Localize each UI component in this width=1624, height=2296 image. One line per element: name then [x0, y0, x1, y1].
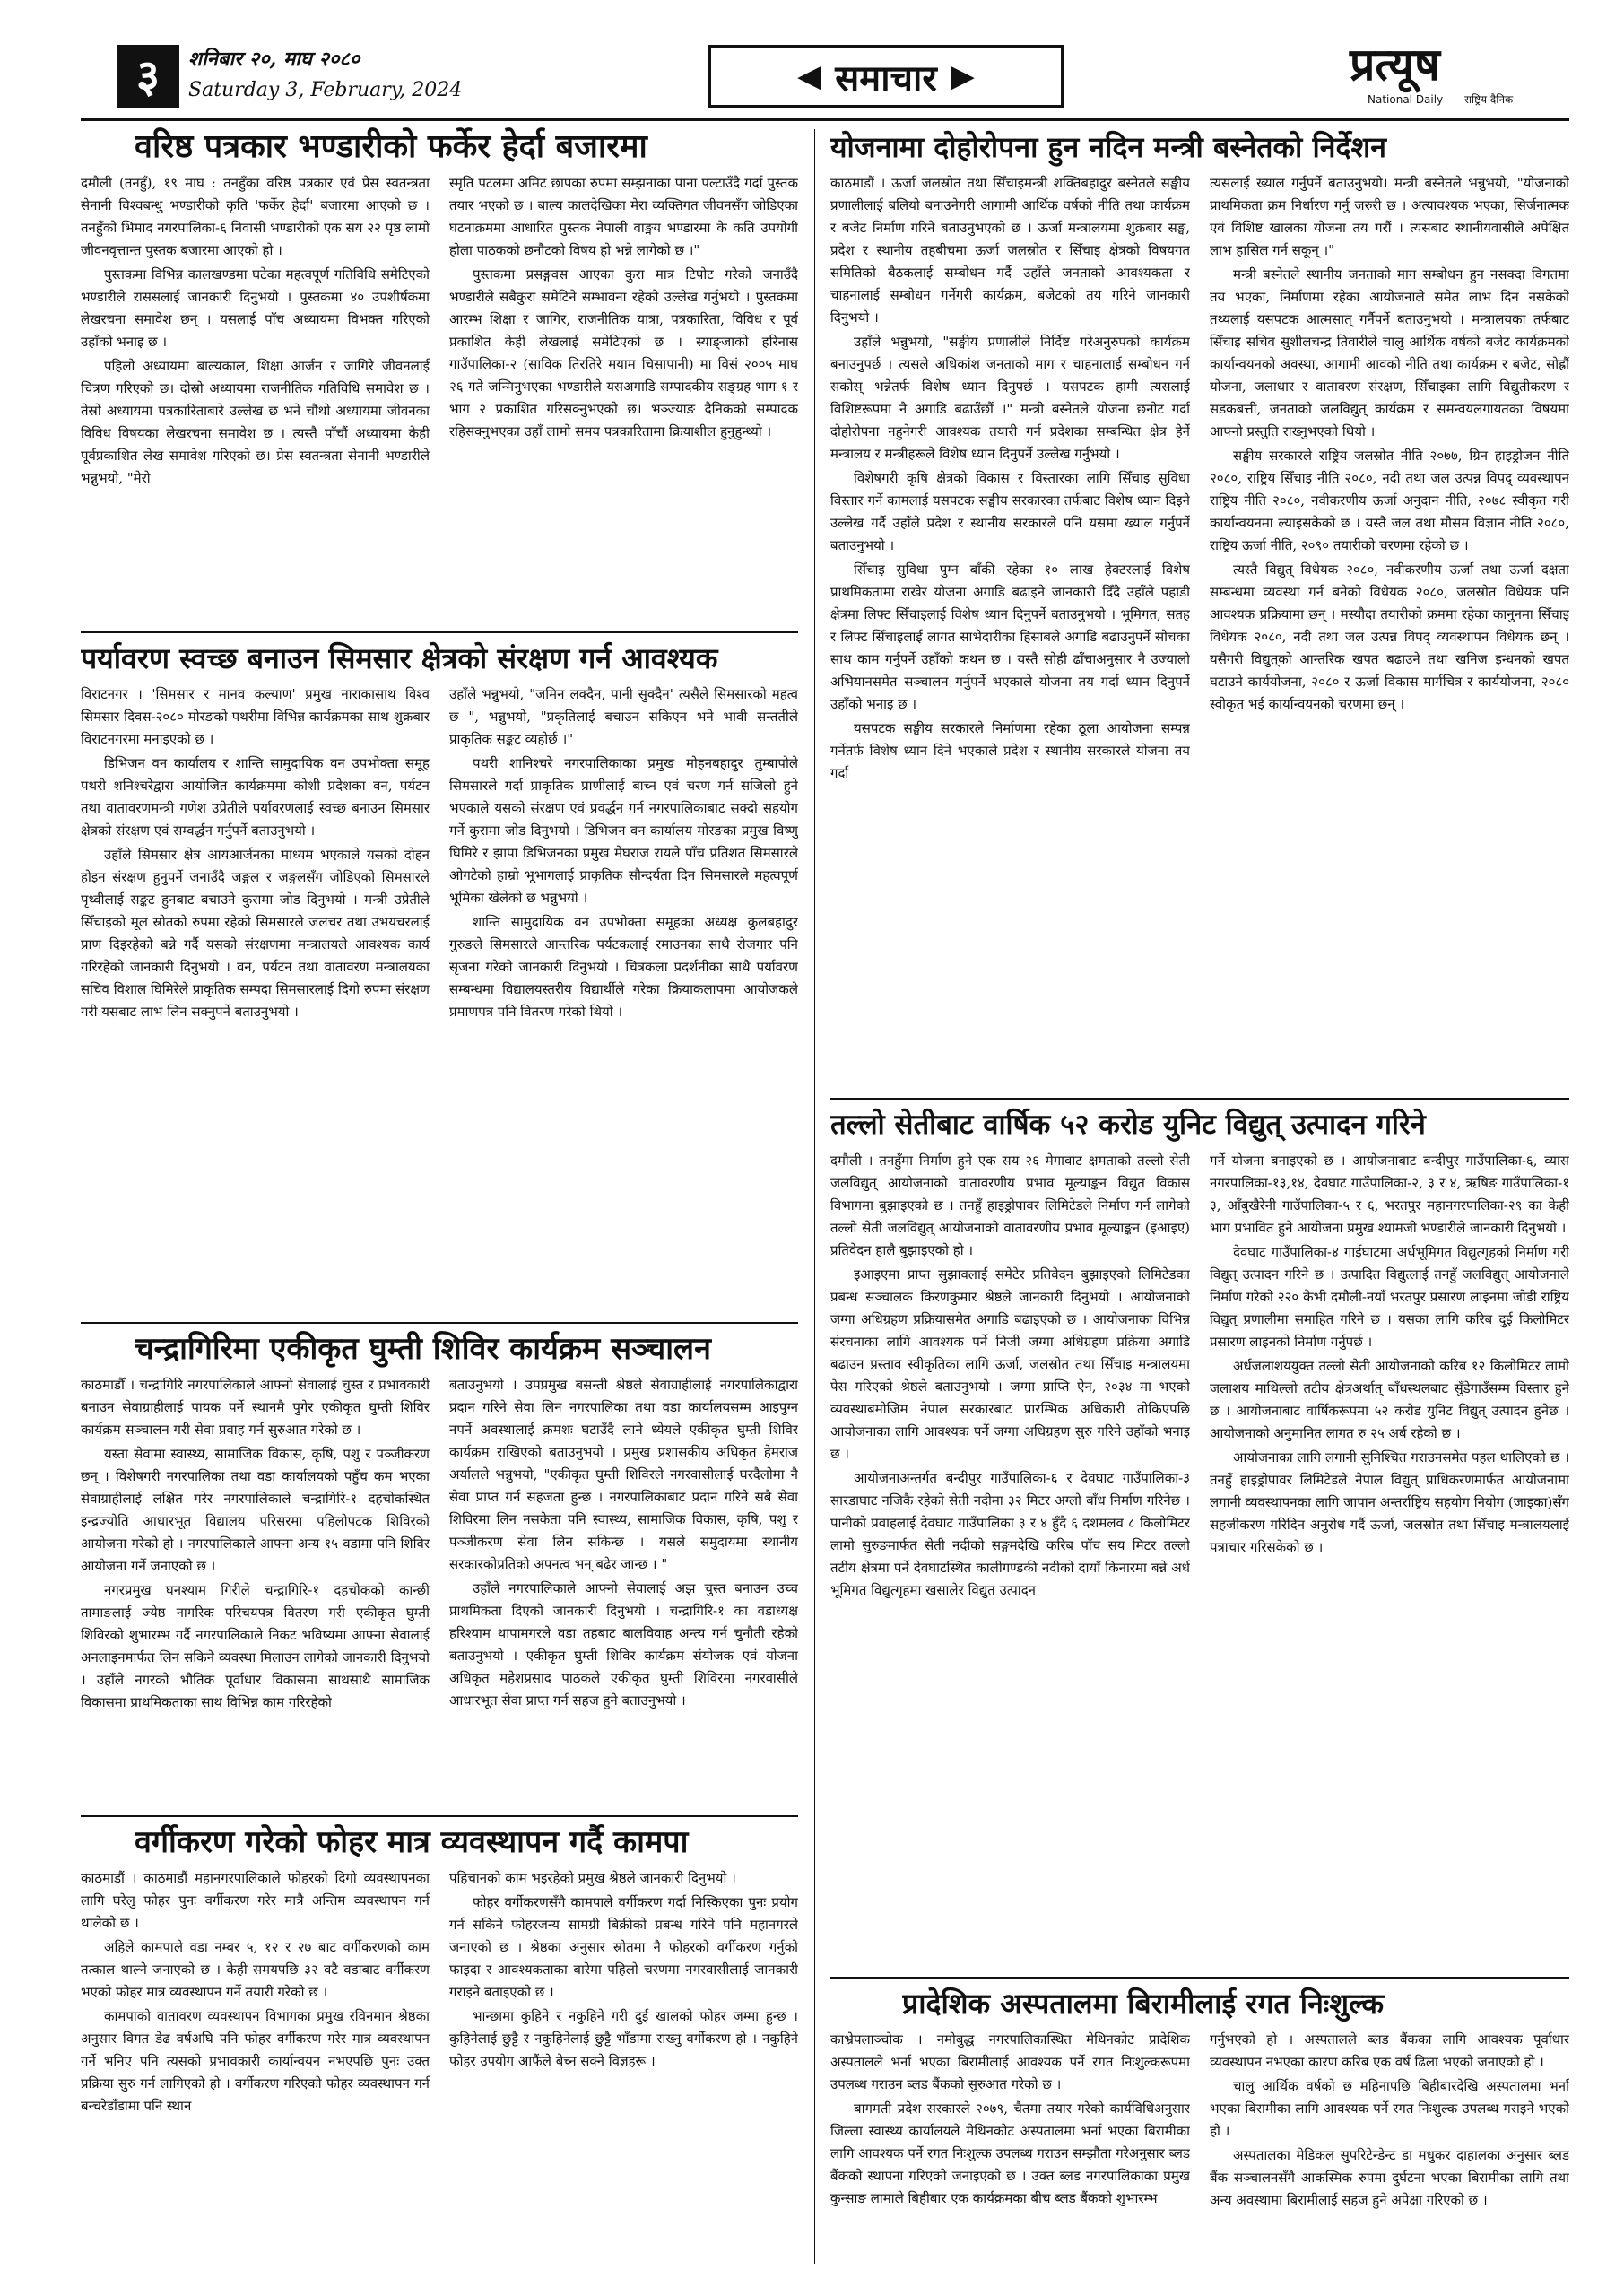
article-column	[449, 172, 798, 621]
article-column	[449, 1374, 798, 1809]
paragraph: उहाँले भन्नुभयो, "जमिन लक्दैन, पानी सुक्दैन' त्यसैले सिमसारको महत्व छ ", भन्नुभयो, "प्रकृतिलाई बचाउन सकिएन भने भावी सन्ततीले प्राकृतिक सङ्कट व्यहोर्छ ।"	[449, 686, 798, 747]
paragraph: गर्नुभएको हो । अस्पतालले ब्लड बैंकका लागि आवश्यक पूर्वाधार व्यवस्थापन नभएका कारण करिब एक वर्ष ढिला भएको जनाएको हो ।	[1210, 2031, 1569, 2070]
article-minister	[830, 126, 1569, 1094]
right-arrow-icon: ▶	[951, 58, 975, 94]
paragraph: आयोजनाअन्तर्गत बन्दीपुर गाउँपालिका-६ र देवघाट गाउँपालिका-३ सारडाघाट नजिकै रहेको सेती नदीमा ३२ मिटर अग्लो बाँध निर्माण गरिनेछ । पानीको प्रवाहलाई देवघाट गाउँपालिका ३ र ४ हुँदै ६ दशमलव ८ किलोमिटर लामो सुरुङमार्फत सेती नदीको सङ्गमदेखि करिब पाँच सय मिटर तल्लो तटीय क्षेत्रमा पर्ने देवघाटस्थित कालीगण्डकी नदीको दायाँ किनारमा बन्ने अर्ध भूमिगत विद्युत्गृहमा खसालेर विद्युत उत्पादन	[830, 1470, 1190, 1598]
paragraph: अहिले कामपाले वडा नम्बर ५, १२ र २७ बाट वर्गीकरणको काम तत्काल थाल्ने जनाएको छ । केही समयपछि ३२ वटै वडाबाट वर्गीकरण भएको फोहर मात्र व्यवस्थापन गर्ने तयारी गरेको छ ।	[81, 1939, 430, 2000]
article-separator	[81, 1815, 798, 1817]
paragraph: भान्छामा कुहिने र नकुहिने गरी दुई खालको फोहर जम्मा हुन्छ । कुहिनेलाई छुट्टै र नकुहिनेलाई छुट्टै भाँडामा राख्नु वर्गीकरण हो । नकुहिने फोहर उपयोग आफैंले बेच्न सक्ने विज्ञहरू ।	[449, 2008, 798, 2069]
paragraph: दमौली । तनहुँमा निर्माण हुने एक सय २६ मेगावाट क्षमताको तल्लो सेती जलविद्युत् आयोजनाको वातावरणीय प्रभाव मूल्याङ्कन विद्युत विकास विभागमा बुझाइएको छ । तनहुँ हाइड्रोपावर लिमिटेडले निर्माण गर्न लागेको तल्लो सेती जलविद्युत् आयोजनाको वातावरणीय प्रभाव मूल्याङ्कन (इआइए) प्रतिवेदन हालै बुझाइएको हो ।	[830, 1152, 1190, 1258]
paragraph: विशेषगरी कृषि क्षेत्रको विकास र विस्तारका लागि सिँचाइ सुविधा विस्तार गर्ने कामलाई यसपटक सङ्घीय सरकारका तर्फबाट विशेष ध्यान दिइने उल्लेख गर्दै उहाँले प्रदेश र स्थानीय सरकारले पनि यसमा ख्याल गर्नुपर्ने बताउनुभयो ।	[830, 470, 1190, 553]
paragraph: अर्धजलाशययुक्त तल्लो सेती आयोजनाको करिब १२ किलोमिटर लामो जलाशय माथिल्लो तटीय क्षेत्रअर्थात् बाँधस्थलबाट सुँडेगाउँसम्म विस्तार हुने छ । आयोजनाबाट वार्षिकरूपमा ५२ करोड युनिट विद्युत् उत्पादन हुनेछ । आयोजनाको अनुमानित लागत रु २५ अर्ब रहेको छ ।	[1210, 1358, 1569, 1441]
article-separator	[830, 1977, 1569, 1979]
paragraph: पहिचानको काम भइरहेको प्रमुख श्रेष्ठले जानकारी दिनुभयो ।	[449, 1870, 736, 1886]
paragraph: नगरप्रमुख घनश्याम गिरीले चन्द्रागिरि-१ दहचोकको कान्छी तामाङलाई ज्येष्ठ नागरिक परिचयपत्र वितरण गरी एकीकृत घुम्ती शिविरको शुभारम्भ गर्दै नगरपालिकाले निकट भविष्यमा आफ्ना सेवालाई अनलाइनमार्फत लिन सकिने व्यवस्था मिलाउन लागेको जानकारी दिनुभयो । उहाँले नगरको भौतिक पूर्वाधार विकासमा साथसाथै सामाजिक विकासमा प्राथमिकताका साथ विभिन्न काम गरिरहेको	[81, 1582, 430, 1710]
headline: तल्लो सेतीबाट वार्षिक ५२ करोड युनिट विद्युत् उत्पादन गरिने	[830, 1109, 1426, 1141]
headline: चन्द्रागिरिमा एकीकृत घुम्ती शिविर कार्यक्रम सञ्चालन	[135, 1331, 711, 1367]
paragraph: काठमाडौँ । चन्द्रागिरि नगरपालिकाले आफ्नो सेवालाई चुस्त र प्रभावकारी बनाउन सेवाग्राहीलाई पायक पर्ने स्थानमै पुगेर एकीकृत घुम्ती शिविर कार्यक्रम सञ्चालन गरी सेवा प्रवाह गर्न सुरुआत गरेको छ ।	[81, 1377, 430, 1438]
headline: प्रादेशिक अस्पतालमा बिरामीलाई रगत निःशुल्क	[902, 1987, 1385, 2021]
paragraph: उहाँले सिमसार क्षेत्र आयआर्जनका माध्यम भएकाले यसको दोहन होइन संरक्षण हुनुपर्ने जनाउँदै जङ्गल र जङ्गलसँग जोडिएको सिमसारले पृथ्वीलाई सङ्कट हुनबाट बचाउने कुरामा जोड दिनुभयो । मन्त्री उप्रेतीले सिँचाइको मूल स्रोतको रुपमा रहेको सिमसारले जलचर तथा उभयचरलाई प्राण दिइरहेको बन्ने गर्दै यसको संरक्षणमा मन्त्रालयले आवश्यक कार्य गरिरहेको जानकारी दिनुभयो । वन, पर्यटन तथा वातावरण मन्त्रालयका सचिव विशाल घिमिरेले प्राकृतिक सम्पदा सिमसारलाई दिगो रुपमा संरक्षण गरी यसबाट लाभ लिन सक्नुपर्ने बताउनुभयो ।	[81, 847, 430, 1020]
paragraph: चालु आर्थिक वर्षको छ महिनापछि बिहीबारदेखि अस्पतालमा भर्ना भएका बिरामीका लागि आवश्यक पर्ने रगत निःशुल्क उपलब्ध गराइने भएको हो ।	[1210, 2078, 1569, 2139]
paragraph: काठमाडौं । ऊर्जा जलस्रोत तथा सिँचाइमन्त्री शक्तिबहादुर बस्नेतले सङ्घीय प्रणालीलाई बलियो बनाउनेगरी आगामी आर्थिक वर्षको नीति तथा कार्यक्रम र बजेट निर्माण गरिने बताउनुभएको छ । ऊर्जा मन्त्रालयमा शुक्रबार सङ्घ, प्रदेश र स्थानीय तहबीचमा ऊर्जा जलस्रोत र सिँचाइ क्षेत्रको विषयगत समितिको बैठकलाई सम्बोधन गर्दै उहाँले जनताको आवश्यकता र चाहनालाई सम्बोधन गर्नेगरी कार्यक्रम, बजेटको तय गरिने जानकारी दिनुभयो ।	[830, 175, 1190, 326]
masthead-logo	[1350, 39, 1569, 111]
article-column	[81, 172, 430, 621]
date-nepali: शनिबार २०, माघ २०८०	[188, 48, 360, 71]
paragraph: इआइएमा प्राप्त सुझावलाई समेटेर प्रतिवेदन बुझाइएको लिमिटेडका प्रबन्ध सञ्चालक किरणकुमार श्रेष्ठले जानकारी दिनुभयो । आयोजनाको जग्गा अधिग्रहण प्रक्रियासमेत अगाडि बढाइएको छ । आयोजनाका विभिन्न संरचनाका लागि आवश्यक पर्ने निजी जग्गा अधिग्रहण प्रक्रिया अगाडि बढाउन प्रस्ताव स्वीकृतिका लागि ऊर्जा, जलस्रोत तथा सिँचाइ मन्त्रालयमा पेस गरिएको श्रेष्ठले बताउनुभयो । जग्गा प्राप्ति ऐन, २०३४ मा भएको व्यवस्थाबमोजिम नेपाल सरकारबाट प्रारम्भिक अधिकारी तोकिएपछि आयोजनाका लागि आवश्यक पर्ने जग्गा अधिग्रहण सुरु गरिने उहाँको भनाइ छ ।	[830, 1266, 1190, 1462]
logo-sub-nepali: राष्ट्रिय दैनिक	[1464, 93, 1514, 106]
article-column	[449, 1867, 798, 2262]
paragraph: स्मृति पटलमा अमिट छापका रुपमा सम्झनाका पाना पल्टाउँदै गर्दा पुस्तक तयार भएको छ । बाल्य कालदेखिका मेरा व्यक्तिगत जीवनसँग जोडिएका घटनाक्रममा आधारित पुस्तक नेपाली वाङ्मय भण्डारमा के कति उपयोगी होला पाठकको छनौटको विषय हो भन्ने लागेको छ ।"	[449, 175, 798, 258]
section-label-box	[708, 45, 1064, 108]
logo-sub-english: National Daily	[1368, 93, 1444, 106]
paragraph: मन्त्री बस्नेतले स्थानीय जनताको माग सम्बोधन हुन नसक्दा विगतमा तय भएका, निर्माणमा रहेका आयोजनाले समेत लाभ दिन नसकेको तथ्यलाई यसपटक आत्मसात् गर्नैपर्ने बताउनुभयो । मन्त्रालयका तर्फबाट सिँचाइ सचिव सुशीलचन्द्र तिवारीले चालु आर्थिक वर्षको बजेट कार्यक्रमको कार्यान्वयनको अवस्था, आगामी आवको नीति तथा कार्यक्रम र बजेट, सोह्रौं योजना, जलाधार र वातावरण संरक्षण, सिँचाइका लागि विद्युतीकरण र सडकबत्ती, जनताको जलविद्युत् कार्यक्रम र समन्वयलगायतका विषयमा आफ्नो प्रस्तुति राख्नुभएको थियो ।	[1210, 266, 1569, 439]
paragraph: गर्ने योजना बनाइएको छ । आयोजनाबाट बन्दीपुर गाउँपालिका-६, व्यास नगरपालिका-१३,१४, देवघाट गाउँपालिका-२, ३ र ४, ऋषिङ गाउँपालिका-१ ३, आँबुखैरेनी गाउँपालिका-५ र ६, भरतपुर महानगरपालिका-२९ का केही भाग प्रभावित हुने आयोजना प्रमुख श्यामजी भण्डारीले जानकारी दिनुभयो ।	[1210, 1152, 1569, 1236]
paragraph: त्यस्तै विद्युत् विधेयक २०८०, नवीकरणीय ऊर्जा तथा ऊर्जा दक्षता सम्बन्धमा व्यवस्था गर्न बनेको विधेयक २०८०, जलस्रोत विधेयक पनि आवश्यक प्रक्रियामा छन् । मस्यौदा तयारीको क्रममा रहेका कानुनमा सिँचाइ विधेयक २०८०, नदी तथा जल उत्पन्न विपद् व्यवस्थापन विधेयक छन् । यसैगरी विद्युत्‌को आन्तरिक खपत बढाउने तथा खनिज इन्धनको खपत घटाउने कार्ययोजना, २०८० र ऊर्जा विकास मार्गचित्र र कार्ययोजना, २०८० स्वीकृत भई कार्यान्वयनको चरणमा छन् ।	[1210, 561, 1569, 712]
article-column	[1210, 1150, 1569, 1968]
article-wetland	[81, 637, 798, 1318]
paragraph: अस्पतालका मेडिकल सुपरिटेन्डेन्ट डा मधुकर दाहालका अनुसार ब्लड बैंक सञ्चालनसँगै आकस्मिक रुपमा दुर्घटना भएका बिरामीका लागि तथा अन्य अवस्थामा बिरामीलाई सहज हुने अपेक्षा गरिएको छ ।	[1210, 2147, 1569, 2208]
paragraph: कामपाको वातावरण व्यवस्थापन विभागका प्रमुख रविनमान श्रेष्ठका अनुसार विगत डेढ वर्षअघि पनि फोहर वर्गीकरण गरेर मात्र व्यवस्थापन गर्ने भनिए पनि त्यसको प्रभावकारी कार्यान्वयन नभएपछि पुनः उक्त प्रक्रिया सुरु गर्न लागिएको हो । वर्गीकरण गरिएको फोहर व्यवस्थापन गर्न बन्चरेडाँडामा पनि स्थान	[81, 2008, 430, 2114]
paragraph: फोहर वर्गीकरणसँगै कामपाले वर्गीकरण गर्दा निस्किएका पुनः प्रयोग गर्न सकिने फोहरजन्य सामग्री बिक्रीको प्रबन्ध गरिने पनि महानगरले जनाएको छ । श्रेष्ठका अनुसार स्रोतमा नै फोहरको वर्गीकरण गर्नुको फाइदा र आवश्यकताका बारेमा पहिलो चरणमा नगरवासीलाई जानकारी गराइने बताइएको छ ।	[449, 1894, 798, 2000]
column-divider	[814, 129, 815, 2264]
page-header	[81, 39, 1569, 121]
article-column	[1210, 2029, 1569, 2262]
article-column	[81, 683, 430, 1311]
paragraph: पुस्तकमा प्रसङ्गवस आएका कुरा मात्र टिपोट गरेको जनाउँदै भण्डारीले सबैकुरा समेटिने सम्भावना रहेको उल्लेख गर्नुभयो । पुस्तकमा आरम्भ शिक्षा र जागिर, राजनीतिक यात्रा, पत्रकारिता, विविध र पूर्व प्रकाशित केही लेखलाई समेटिएको छ । स्याङ्जाको हरिनास गाउँपालिका-२ (साविक तिरतिरे मयाम चिसापानी) मा विसं २००५ माघ २६ गते जन्मिनुभएका भण्डारीले यसअगाडि सम्पादकीय सङ्ग्रह भाग १ र भाग २ प्रकाशित गरिसक्नुभएको छ। भञ्ज्याङ दैनिकको सम्पादक रहिसक्नुभएका उहाँ लामो समय पत्रकारितामा क्रियाशील हुनुहुन्थ्यो ।	[449, 266, 798, 439]
article-seti	[830, 1103, 1569, 1973]
article-column	[81, 1867, 430, 2262]
headline: वरिष्ठ पत्रकार भण्डारीको फर्केर हेर्दा बजारमा	[135, 128, 647, 165]
paragraph: पथरी शानिश्चरे नगरपालिकाका प्रमुख मोहनबहादुर तुम्बापोले सिमसारले गर्दा प्राकृतिक प्राणीलाई बाच्न एवं चरण गर्न सजिलो हुने भएकाले यसको संरक्षण एवं प्रवर्द्धन गर्न नगरपालिकाबाट सक्दो सहयोग गर्ने कुरामा जोड दिनुभयो । डिभिजन वन कार्यालय मोरङका प्रमुख विष्णु घिमिरे र झापा डिभिजनका प्रमुख मेघराज रायले पाँच प्रतिशत सिमसारले ओगटेको हाम्रो भूभागलाई प्राकृतिक सौन्दर्यता दिन सिमसारले महत्वपूर्ण भूमिका खेलेको छ भन्नुभयो ।	[449, 755, 798, 906]
article-column	[830, 172, 1190, 1087]
logo-title: प्रत्यूष	[1350, 39, 1440, 91]
paragraph: उहाँले नगरपालिकाले आफ्नो सेवालाई अझ चुस्त बनाउन उच्च प्राथमिकता दिएको जानकारी दिनुभयो । चन्द्रागिरि-१ का वडाध्यक्ष हरिश्याम थापामगरले वडा तहबाट बालविवाह अन्त्य गर्न चुनौती रहेको बताउनुभयो । एकीकृत घुम्ती शिविर कार्यक्रम संयोजक एवं योजना अधिकृत महेशप्रसाद पाठकले एकीकृत घुम्ती शिविरमा नगरवासीले आधारभूत सेवा प्राप्त गर्न सहज हुने बताउनुभयो ।	[449, 1580, 798, 1709]
paragraph: काठमाडौं । काठमाडौं महानगरपालिकाले फोहरको दिगो व्यवस्थापनका लागि घरेलु फोहर पुनः वर्गीकरण गरेर मात्रै अन्तिम व्यवस्थापन गर्न थालेको छ ।	[81, 1870, 430, 1931]
headline: योजनामा दोहोरोपना हुन नदिन मन्त्री बस्नेतको निर्देशन	[830, 130, 1387, 164]
logo-subtitle	[1368, 91, 1531, 107]
date-english: Saturday 3, February, 2024	[188, 79, 463, 101]
paragraph: सिँचाइ सुविधा पुग्न बाँकी रहेका १० लाख हेक्टरलाई विशेष प्राथमिकतामा राखेर योजना अगाडि बढाइने जानकारी दिँदै उहाँले पहाडी क्षेत्रमा लिफ्ट सिँचाइलाई विशेष ध्यान दिनुपर्ने बताउनुभयो । भूमिगत, सतह र लिफ्ट सिँचाइलाई लागत साभेदारीका हिसाबले अगाडि बढाउनुपर्ने सोचका साथ काम गर्नुपर्ने उहाँको कथन छ । यस्तै सोही ढाँचाअनुसार नै उज्यालो अभियानसमेत सञ्चालन गर्नुपर्ने भएकाले योजना तय गर्दा ध्यान दिनुपर्ने उहाँको भनाइ छ ।	[830, 561, 1190, 712]
paragraph: काभ्रेपलाञ्चोक । नमोबुद्ध नगरपालिकास्थित मेथिनकोट प्रादेशिक अस्पतालले भर्ना भएका बिरामीलाई आवश्यक पर्ने रगत निःशुल्करूपमा उपलब्ध गराउन ब्लड बैंकको सुरुआत गरेको छ ।	[830, 2031, 1190, 2092]
paragraph: डिभिजन वन कार्यालय र शान्ति सामुदायिक वन उपभोक्ता समूह पथरी शनिश्चरेद्वारा आयोजित कार्यक्रममा कोशी प्रदेशका वन, पर्यटन तथा वातावरणमन्त्री गणेश उप्रेतीले पर्यावरणलाई स्वच्छ बनाउन सिमसार क्षेत्रको संरक्षण एवं सम्वर्द्धन गर्नुपर्ने बताउनुभयो ।	[81, 755, 430, 839]
headline: वर्गीकरण गरेको फोहर मात्र व्यवस्थापन गर्दै कामपा	[135, 1824, 689, 1860]
article-column	[830, 1150, 1190, 1968]
paragraph: यस्ता सेवामा स्वास्थ्य, सामाजिक विकास, कृषि, पशु र पञ्जीकरण छन् । विशेषगरी नगरपालिका तथा वडा कार्यालयको पहुँच कम भएका सेवाग्राहीलाई लक्षित गरेर नगरपालिकाले चन्द्रागिरि-१ दहचोकस्थित इन्द्रज्योति आधारभूत विद्यालय परिसरमा पहिलोपटक शिविरको आयोजना गरेको हो । नगरपालिकाले आफ्ना अन्य १५ वडामा पनि शिविर आयोजना गर्ने जनाएको छ ।	[81, 1446, 430, 1574]
paragraph: विराटनगर । 'सिमसार र मानव कल्याण' प्रमुख नाराकासाथ विश्व सिमसार दिवस-२०८० मोरङको पथरीमा विभिन्न कार्यक्रमका साथ शुक्रबार विराटनगरमा मनाइएको छ ।	[81, 686, 430, 747]
article-column	[830, 2029, 1190, 2262]
section-label: समाचार	[835, 57, 937, 100]
article-separator	[81, 631, 798, 633]
paragraph: यसपटक सङ्घीय सरकारले निर्माणमा रहेका ठूला आयोजना सम्पन्न गर्नेतर्फ विशेष ध्यान दिने भएकाले प्रदेश र स्थानीय सरकारले योजना तय गर्दा	[830, 720, 1190, 781]
article-chandragiri	[81, 1327, 798, 1812]
article-column	[1210, 172, 1569, 1087]
paragraph: दमौली (तनहुँ), १९ माघ : तनहुँका वरिष्ठ पत्रकार एवं प्रेस स्वतन्त्रता सेनानी विश्वबन्धु भण्डारीको कृति 'फर्केर हेर्दा' बजारमा आएको छ । तनहुँको भिमाद नगरपालिका-६ निवासी भण्डारीको एक सय २२ पृष्ठ लामो जीवनवृत्तान्त पुस्तक बजारमा आएको हो ।	[81, 175, 430, 258]
article-waste	[81, 1821, 798, 2264]
article-bhandari	[81, 126, 798, 628]
article-column	[449, 683, 798, 1311]
paragraph: पुस्तकमा विभिन्न कालखण्डमा घटेका महत्वपूर्ण गतिविधि समेटिएको भण्डारीले राससलाई जानकारी दिनुभयो । पुस्तकमा ४० उपशीर्षकमा लेखरचना समावेश छन् । यसलाई पाँच अध्यायमा विभक्त गरिएको उहाँको भनाइ छ ।	[81, 266, 430, 350]
paragraph: देवघाट गाउँपालिका-४ गाईघाटमा अर्धभूमिगत विद्युत्गृहको निर्माण गरी विद्युत् उत्पादन गरिने छ । उत्पादित विद्युत्लाई तनहुँ जलविद्युत् आयोजनाले निर्माण गरेको २२० केभी दमौली-नयाँ भरतपुर प्रसारण लाइनमा जोडी राष्ट्रिय विद्युत् प्रणालीमा समाहित गरिने छ । यसका लागि करिब दुई किलोमिटर प्रसारण लाइनको निर्माण गर्नुपर्छ ।	[1210, 1244, 1569, 1350]
newspaper-page	[81, 39, 1569, 2264]
paragraph: बागमती प्रदेश सरकारले २०७९, चैतमा तयार गरेको कार्यविधिअनुसार जिल्ला स्वास्थ्य कार्यालयले मेथिनकोट अस्पतालमा भर्ना भएका बिरामीका लागि आवश्यक पर्ने रगत निःशुल्क उपलब्ध गराउन सम्झौता गरेअनुसार ब्लड बैंकको स्थापना गरिएको जनाइएको छ । उक्त ब्लड नगरपालिकाका प्रमुख कुन्साङ लामाले बिहीबार एक कार्यक्रमका बीच ब्लड बैंकको शुभारम्भ	[830, 2100, 1190, 2206]
paragraph: सङ्घीय सरकारले राष्ट्रिय जलस्रोत नीति २०७७, ग्रिन हाइड्रोजन नीति २०८०, राष्ट्रिय सिँचाइ नीति २०८०, नदी तथा जल उत्पन्न विपद् व्यवस्थापन राष्ट्रिय नीति २०८०, नवीकरणीय ऊर्जा अनुदान नीति, २०७८ स्वीकृत गरी कार्यान्वयनमा ल्याइसकेको छ । यस्तै जल तथा मौसम विज्ञान नीति २०८०, राष्ट्रिय ऊर्जा नीति, २०९० तयारीको चरणमा रहेको छ ।	[1210, 448, 1569, 553]
article-hospital	[830, 1982, 1569, 2264]
paragraph: शान्ति सामुदायिक वन उपभोक्ता समूहका अध्यक्ष कुलबहादुर गुरुङले सिमसारले आन्तरिक पर्यटकलाई रमाउनका साथै रोजगार पनि सृजना गरेको जानकारी दिनुभयो । चित्रकला प्रदर्शनीका साथै पर्यावरण सम्बन्धमा विद्यालयस्तरीय विद्यार्थीले गरेका क्रियाकलापमा आयोजकले प्रमाणपत्र पनि वितरण गरेको थियो ।	[449, 914, 798, 1020]
article-column	[81, 1374, 430, 1809]
paragraph: बताउनुभयो । उपप्रमुख बसन्ती श्रेष्ठले सेवाग्राहीलाई नगरपालिकाद्वारा प्रदान गरिने सेवा लिन नगरपालिका तथा वडा कार्यालयसम्म आइपुग्न नपर्ने अवस्थालाई क्रमशः घटाउँदै लाने ध्येयले एकीकृत घुम्ती शिविर कार्यक्रम राखिएको बताउनुभयो । प्रमुख प्रशासकीय अधिकृत हेमराज अर्यालले भन्नुभयो, "एकीकृत घुम्ती शिविरले नगरवासीलाई घरदैलोमा नै सेवा प्राप्त गर्न सहजता हुन्छ । नगरपालिकाबाट प्रदान गरिने सबै सेवा शिविरमा लिन नसकेता पनि स्वास्थ्य, सामाजिक विकास, कृषि, पशु र पञ्जीकरण सेवा लिन सकिन्छ । यसले समुदायमा स्थानीय सरकारकोप्रतिको अपनत्व भन् बढेर जान्छ । "	[449, 1377, 798, 1572]
paragraph: आयोजनाका लागि लगानी सुनिश्चित गराउनसमेत पहल थालिएको छ । तनहुँ हाइड्रोपावर लिमिटेडले नेपाल विद्युत् प्राधिकरणमार्फत आयोजनामा लगानी व्यवस्थापनका लागि जापान अन्तर्राष्ट्रिय सहयोग नियोग (जाइका)सँग सहजीकरण गरिदिन अनुरोध गर्दै ऊर्जा, जलस्रोत तथा सिँचाइ मन्त्रालयलाई पत्राचार गरिसकेको छ ।	[1210, 1449, 1569, 1555]
paragraph: उहाँले भन्नुभयो, "सङ्घीय प्रणालीले निर्दिष्ट गरेअनुरुपको कार्यक्रम बनाउनुपर्छ । त्यसले अधिकांश जनताको माग र चाहनालाई सम्बोधन गर्न सकोस् भन्नेतर्फ विशेष ध्यान दिनुपर्छ । यसपटक हामी त्यसलाई विशिष्टरूपमा नै अगाडि बढाउँछौं ।" मन्त्री बस्नेतले योजना छनोट गर्दा दोहोरोपना नहुनेगरी आवश्यक तयारी गर्न प्रदेशका सम्बन्धित क्षेत्र हेर्ने मन्त्रालय र मन्त्रीहरूले विशेष ध्यान दिनुपर्ने उल्लेख गर्नुभयो ।	[830, 334, 1190, 462]
left-arrow-icon: ◀	[797, 58, 821, 94]
article-separator	[830, 1098, 1569, 1100]
paragraph: पहिलो अध्यायमा बाल्यकाल, शिक्षा आर्जन र जागिरे जीवनलाई चित्रण गरिएको छ। दोस्रो अध्यायमा राजनीतिक गतिविधि समावेश छ । तेस्रो अध्यायमा पत्रकारिताबारे उल्लेख छ भने चौथो अध्यायमा जीवनका विविध विषयका लेखरचना समावेश छ । त्यस्तै पाँचौं अध्यायमा केही पूर्वप्रकाशित लेख समावेश गरिएको छ। प्रेस स्वतन्त्रता सेनानी भण्डारीले भन्नुभयो, "मेरो	[81, 358, 430, 486]
page-number: ३	[117, 45, 179, 108]
article-separator	[81, 1322, 798, 1324]
paragraph: त्यसलाई ख्याल गर्नुपर्ने बताउनुभयो। मन्त्री बस्नेतले भन्नुभयो, "योजनाको प्राथमिकता क्रम निर्धारण गर्नु जरुरी छ । अत्यावश्यक भएका, सिर्जनात्मक एवं विशिष्ट खालका योजना तय गरौं । त्यसबाट स्थानीयवासीले अपेक्षित लाभ हासिल गर्न सकून् ।"	[1210, 175, 1569, 258]
headline: पर्यावरण स्वच्छ बनाउन सिमसार क्षेत्रको संरक्षण गर्न आवश्यक	[81, 641, 718, 675]
